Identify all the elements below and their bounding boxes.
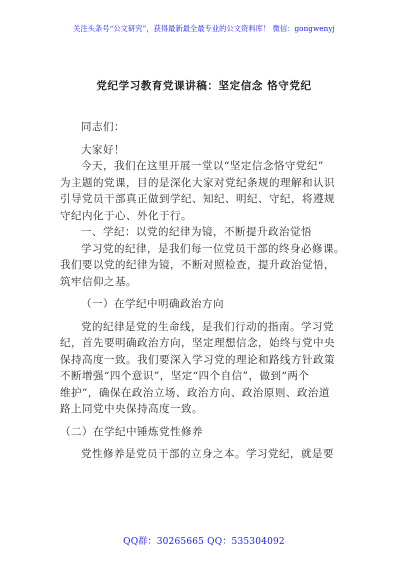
paragraph-line: 为主题的党课，目的是深化大家对党纪条规的理解和认识: [60, 176, 335, 189]
document-title: 党纪学习教育党课讲稿：坚定信念 恪守党纪: [96, 80, 312, 92]
paragraph-line: 今天，我们在这里开展一堂以“坚定信念恪守党纪”: [81, 160, 324, 172]
subsection-heading: （一）在学纪中明确政治方向: [81, 298, 224, 310]
salutation: 同志们：: [81, 121, 125, 133]
paragraph-line: 我们要以党的纪律为镜，不断对照检查，提升政治觉悟，: [60, 259, 335, 271]
paragraph-line: 学习党的纪律，是我们每一位党员干部的终身必修课。: [81, 242, 345, 255]
paragraph-line: 党性修养是党员干部的立身之本。学习党纪，就是要: [81, 448, 334, 460]
paragraph-line: 纪，首先要明确政治方向，坚定理想信念，始终与党中央: [60, 337, 335, 349]
header-note: 关注头条号“公文研究”，获得最新最全最专业的公文资料库！ 微信：gongwenyj: [73, 24, 335, 33]
paragraph-line: 路上同党中央保持高度一致。: [60, 403, 203, 415]
paragraph-line: 保持高度一致。我们要深入学习党的理论和路线方针政策: [60, 353, 335, 366]
paragraph-line: 守纪内化于心、外化于行。: [60, 209, 192, 222]
section-heading: 一、学纪：以党的纪律为镜，不断提升政治觉悟: [81, 226, 312, 238]
footer-contact: QQ群：30265665 QQ：535304092: [123, 537, 285, 547]
subsection-heading: （二）在学纪中锤炼党性修养: [60, 425, 203, 438]
greeting: 大家好！: [81, 143, 125, 156]
paragraph-line: 引导党员干部真正做到学纪、知纪、明纪、守纪，将遵规: [60, 193, 335, 205]
paragraph-line: 筑牢信仰之基。: [60, 275, 137, 288]
paragraph-line: 维护”，确保在政治立场、政治方向、政治原则、政治道: [60, 386, 330, 399]
document-body: [60, 119, 356, 463]
paragraph-line: 不断增强“四个意识”，坚定“四个自信”，做到“两个: [60, 370, 310, 382]
paragraph-line: 党的纪律是党的生命线，是我们行动的指南。学习党: [81, 320, 334, 333]
